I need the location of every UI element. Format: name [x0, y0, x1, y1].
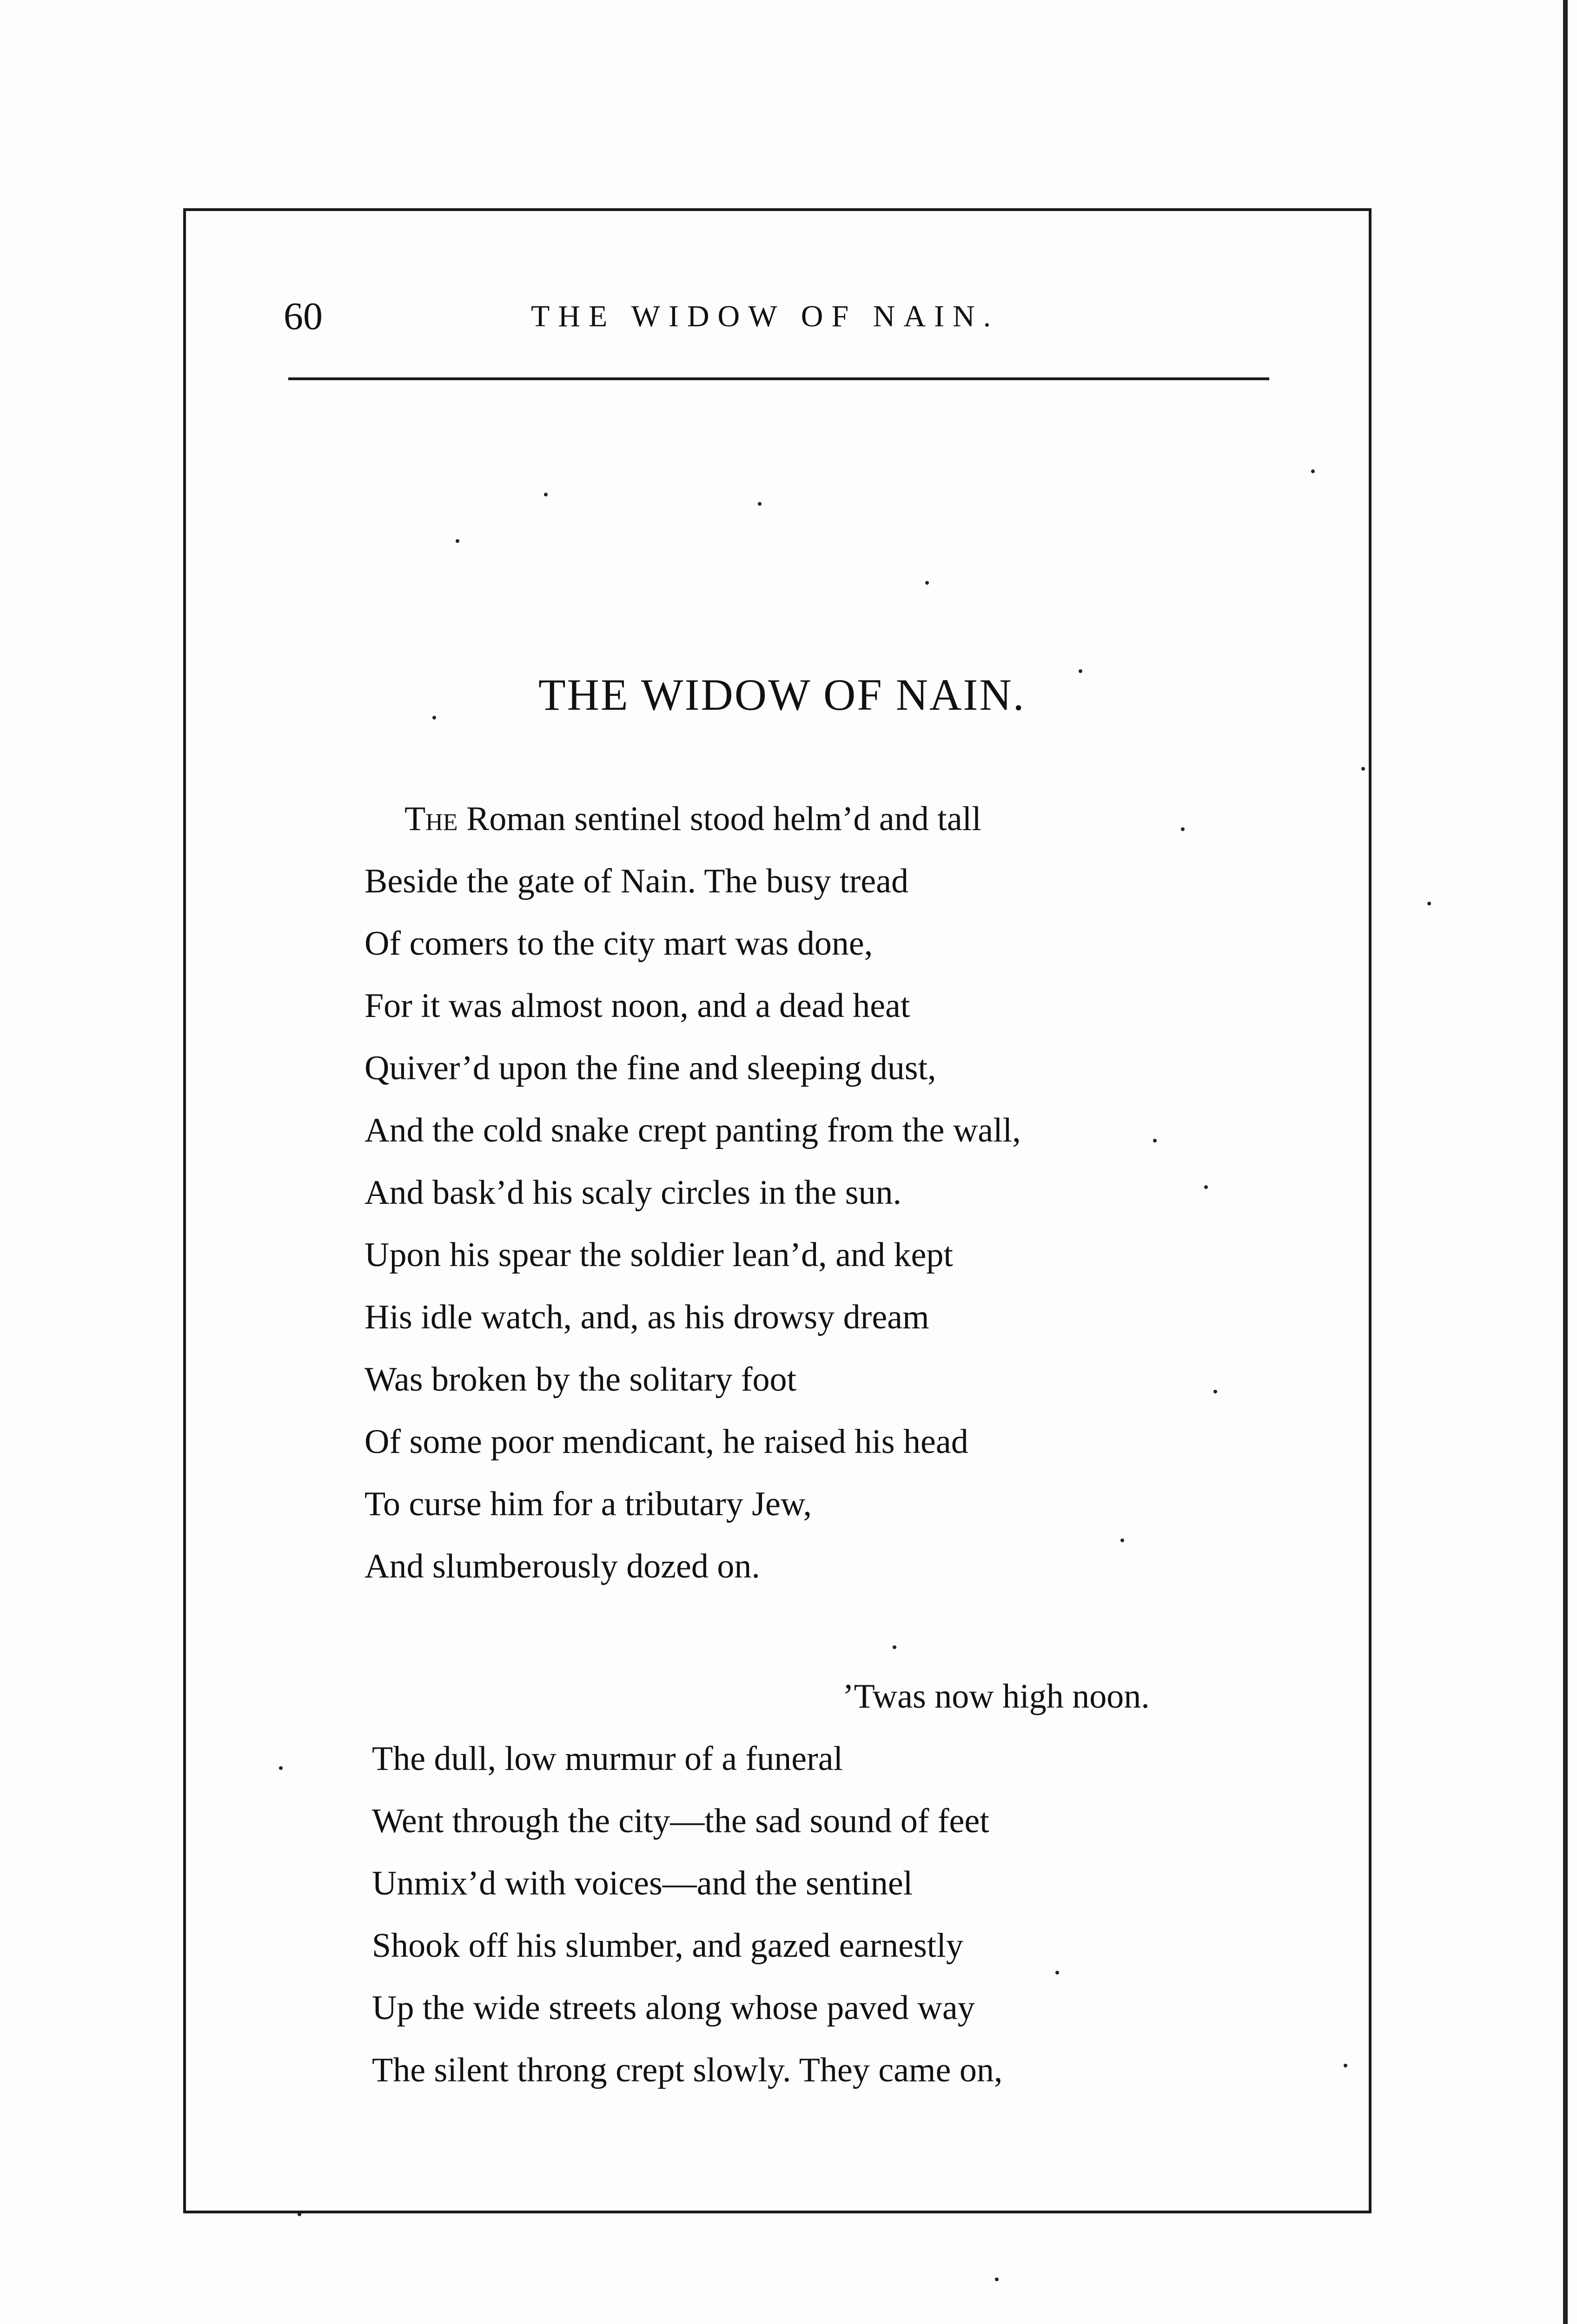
poem-line: And the cold snake crept panting from the wall, [364, 1111, 1021, 1149]
print-speck [544, 493, 548, 496]
running-head [284, 291, 1265, 342]
page-number: 60 [284, 295, 323, 338]
print-speck [758, 502, 762, 506]
print-speck [1079, 669, 1082, 673]
poem-line: The silent throng crept slowly. They came on, [372, 2051, 1003, 2089]
print-speck [1311, 469, 1315, 473]
poem-line: ’Twas now high noon. [842, 1677, 1150, 1716]
poem-line: Unmix’d with voices—and the sentinel [372, 1864, 913, 1902]
print-speck [1427, 902, 1431, 905]
poem-title: THE WIDOW OF NAIN. [538, 670, 1026, 720]
print-speck [995, 2278, 999, 2281]
print-speck [456, 539, 459, 543]
print-speck [893, 1645, 896, 1649]
print-speck [279, 1766, 283, 1770]
poem-line: Shook off his slumber, and gazed earnestly [372, 1927, 963, 1965]
poem-line: Quiver’d upon the fine and sleeping dust, [364, 1049, 936, 1087]
poem-line: For it was almost noon, and a dead heat [364, 987, 910, 1025]
print-speck [1213, 1390, 1217, 1393]
print-speck [1120, 1538, 1124, 1542]
poem-line: To curse him for a tributary Jew, [364, 1485, 812, 1523]
poem-line: Was broken by the solitary foot [364, 1360, 797, 1399]
first-line-rest: Roman sentinel stood helm’d and tall [457, 800, 981, 838]
print-speck [1153, 1139, 1157, 1142]
page-edge-shadow [1563, 0, 1568, 2324]
print-speck [925, 581, 929, 585]
print-speck [1055, 1971, 1059, 1974]
poem-line [404, 796, 981, 842]
print-speck [432, 716, 436, 720]
poem-line: And slumberously dozed on. [364, 1547, 760, 1585]
poem-line: Of comers to the city mart was done, [364, 924, 873, 963]
print-speck [1361, 767, 1365, 771]
poem-line: Up the wide streets along whose paved way [372, 1989, 975, 2027]
print-speck [1181, 827, 1185, 831]
print-speck [1344, 2064, 1347, 2067]
poem-line: The dull, low murmur of a funeral [372, 1740, 843, 1778]
poem-line: Of some poor mendicant, he raised his head [364, 1423, 968, 1461]
poem-line: Went through the city—the sad sound of feet [372, 1802, 989, 1840]
poem-line: Beside the gate of Nain. The busy tread [364, 862, 908, 900]
print-speck [1204, 1185, 1208, 1189]
poem-line: His idle watch, and, as his drowsy dream [364, 1298, 929, 1336]
drop-word: The [404, 800, 458, 838]
print-speck [298, 2212, 301, 2216]
poem-line: Upon his spear the soldier lean’d, and kept [364, 1236, 953, 1274]
poem-line: And bask’d his scaly circles in the sun. [364, 1174, 901, 1212]
running-title: THE WIDOW OF NAIN. [531, 299, 1000, 333]
header-rule [288, 377, 1269, 380]
